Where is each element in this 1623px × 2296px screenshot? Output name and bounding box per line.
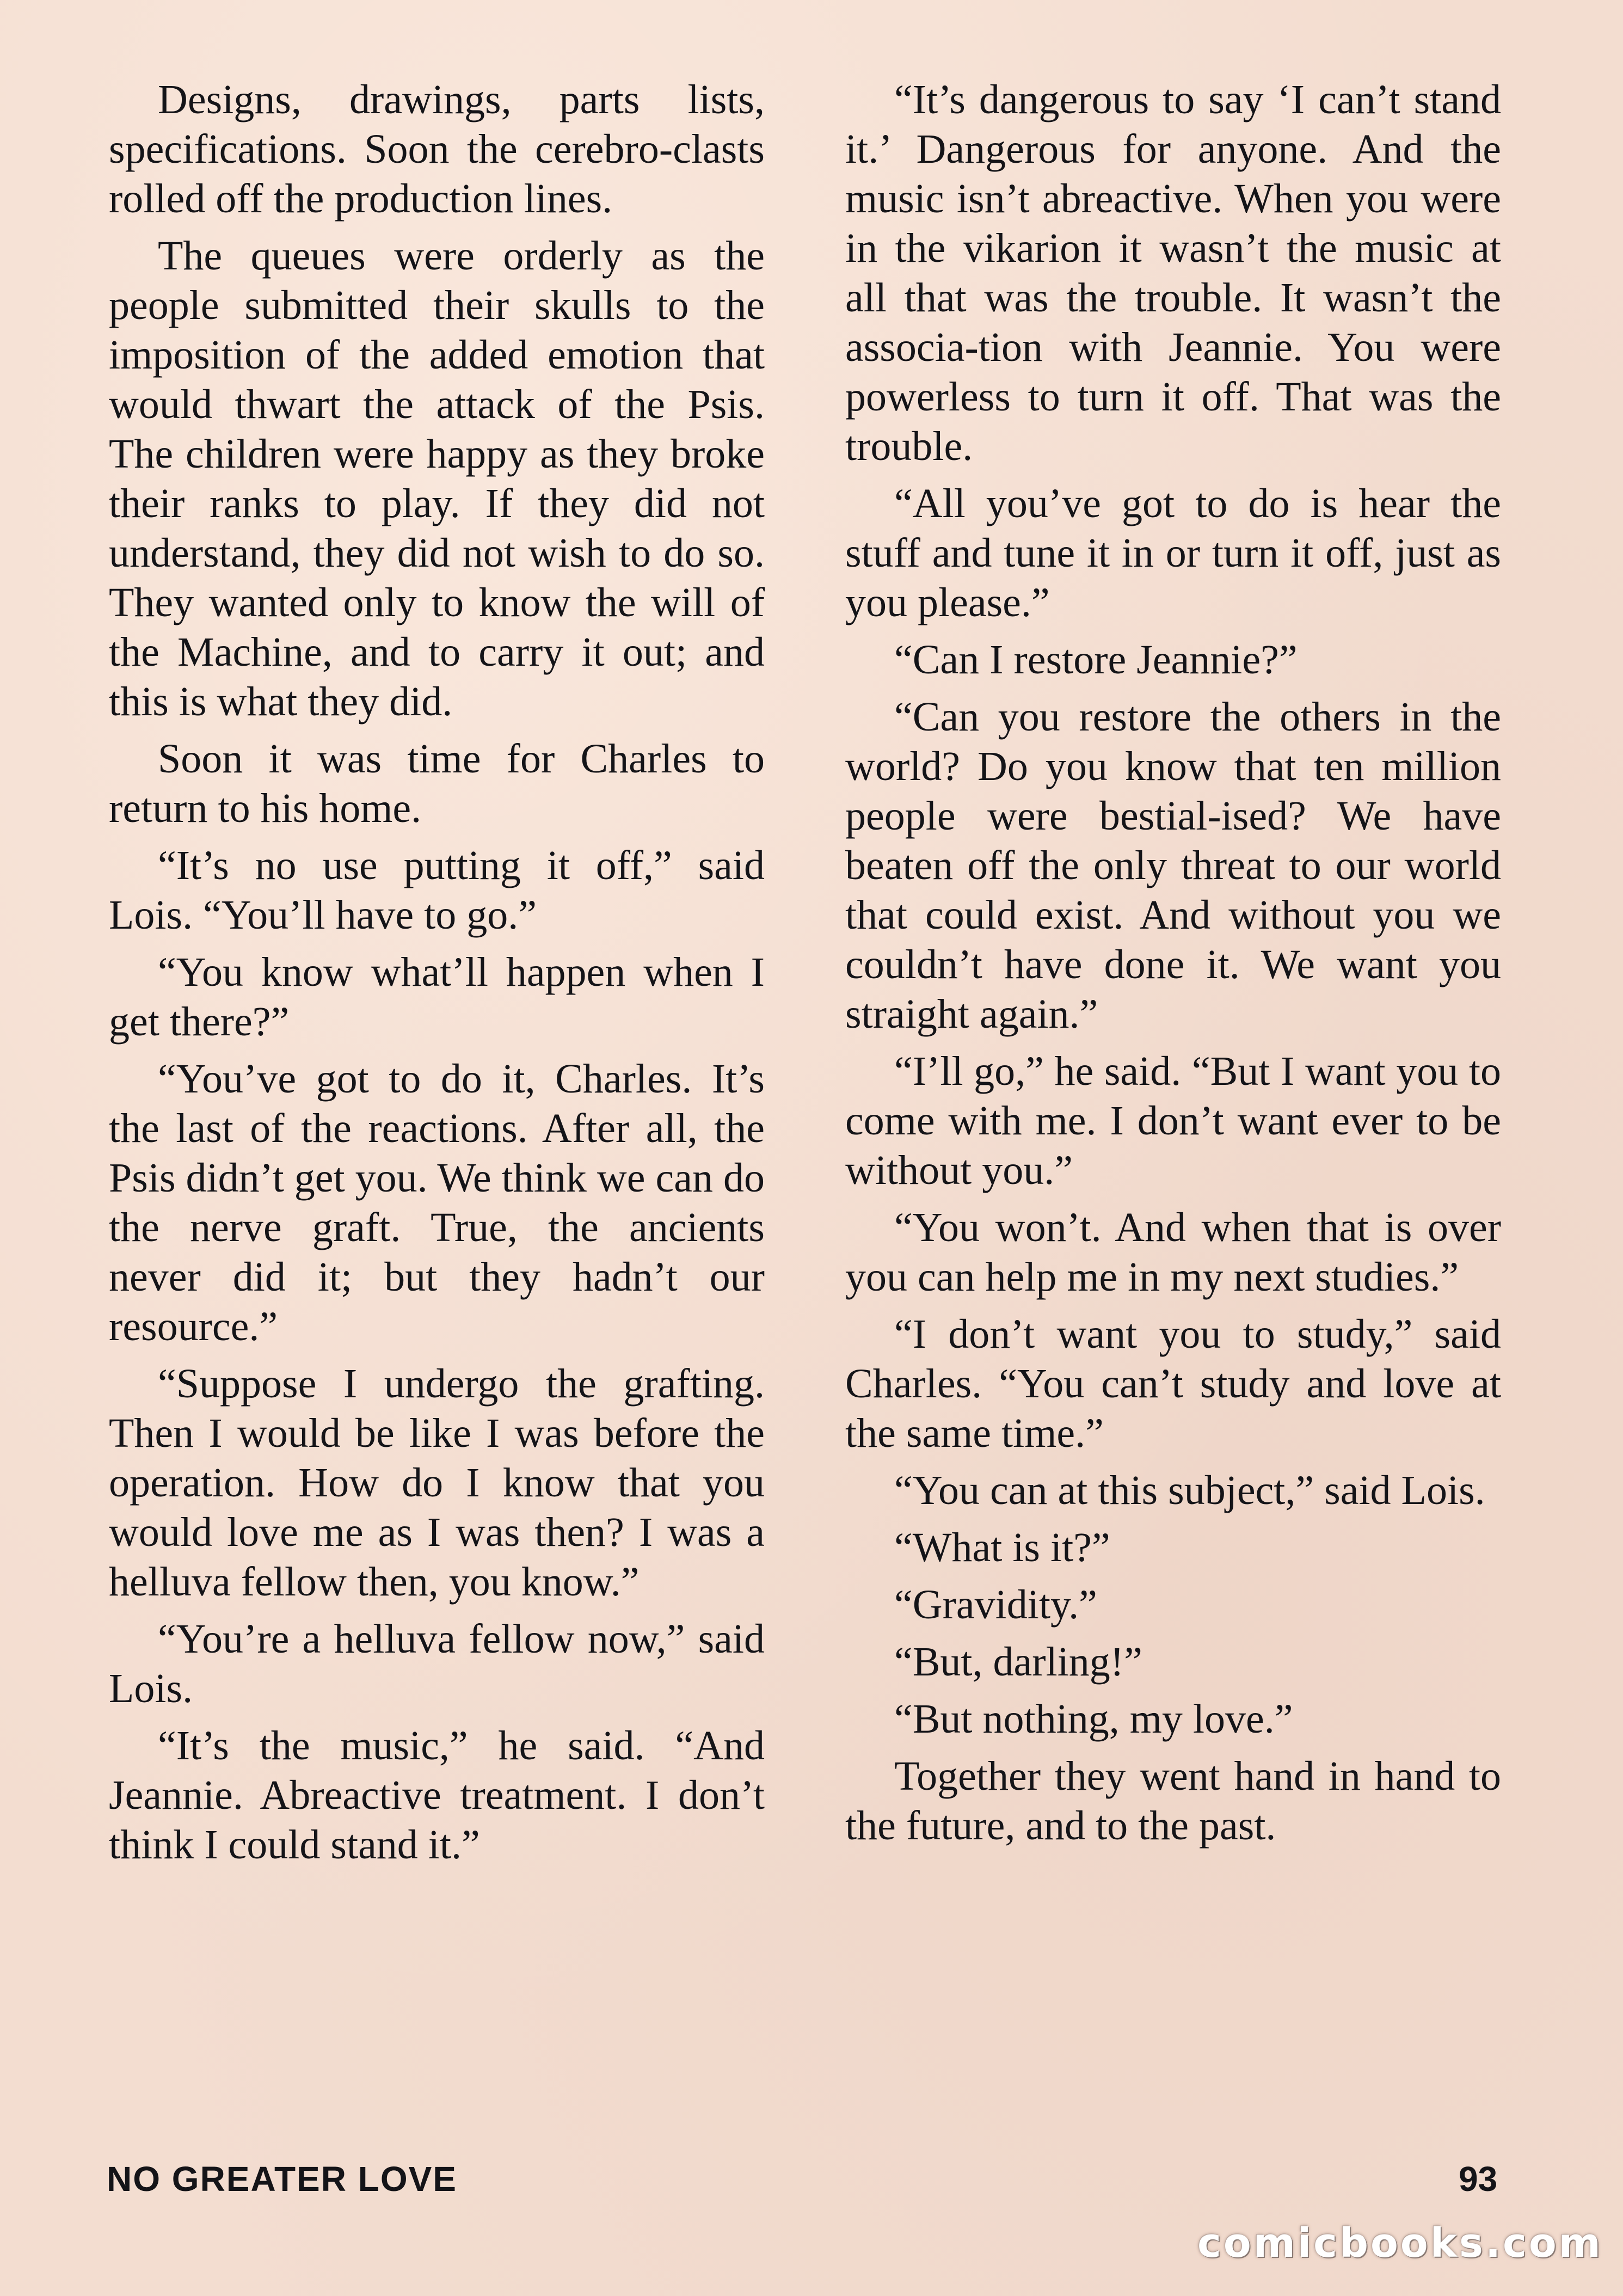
right-text-column [845,75,1501,1858]
paragraph: “It’s dangerous to say ‘I can’t stand it.’ Dangerous for anyone. And the music isn’t abreactive. When you were in the vikarion it wasn’t the music at all that was the trouble. It wasn’t the associa-tion with Jeannie. You were powerless to turn it off. That was the trouble. [845,77,1501,469]
paragraph: “You can at this subject,” said Lois. [894,1468,1485,1513]
paragraph: Soon it was time for Charles to return to his home. [109,736,765,831]
paragraph: Together they went hand in hand to the future, and to the past. [845,1753,1501,1849]
paragraph: Designs, drawings, parts lists, specifications. Soon the cerebro-clasts rolled off the production lines. [109,77,765,222]
page-number: 93 [1459,2159,1498,2199]
paragraph: “You know what’ll happen when I get there?” [109,949,765,1045]
left-text-column [109,75,765,1877]
paragraph: The queues were orderly as the people submitted their skulls to the imposition of the added emotion that would thwart the attack of the Psis. The children were happy as they broke their ranks to play. If they did not understand, they did not wish to do so. They wanted only to know the will of the Machine, and to carry it out; and this is what they did. [109,233,765,725]
paragraph: “Can I restore Jeannie?” [894,637,1298,683]
paragraph: “What is it?” [894,1525,1110,1570]
paragraph: “Can you restore the others in the world? Do you know that ten million people were bestial-ised? We have beaten off the only threat to our world that could exist. And without you we couldn’t have done it. We want you straight again.” [845,694,1501,1037]
paragraph: “All you’ve got to do is hear the stuff and tune it in or turn it off, just as you please.” [845,481,1501,625]
paragraph: “You’ve got to do it, Charles. It’s the last of the reactions. After all, the Psis didn’t get you. We think we can do the nerve graft. True, the ancients never did it; but they hadn’t our resource.” [109,1056,765,1349]
watermark: comicbooks.com [1197,2220,1603,2267]
paragraph: “It’s the music,” he said. “And Jeannie. Abreactive treatment. I don’t think I could stand it.” [109,1723,765,1868]
paragraph: “But, darling!” [894,1639,1142,1685]
paragraph: “I don’t want you to study,” said Charles. “You can’t study and love at the same time.” [845,1311,1501,1456]
paragraph: “You’re a helluva fellow now,” said Lois. [109,1616,765,1711]
paragraph: “I’ll go,” he said. “But I want you to come with me. I don’t want ever to be without you.” [845,1048,1501,1193]
paragraph: “You won’t. And when that is over you can help me in my next studies.” [845,1205,1501,1300]
paragraph: “Gravidity.” [894,1582,1097,1628]
paragraph: “Suppose I undergo the grafting. Then I would be like I was before the operation. How do I know that you would love me as I was then? I was a helluva fellow then, you know.” [109,1361,765,1605]
paragraph: “But nothing, my love.” [894,1696,1293,1742]
running-footer-title: NO GREATER LOVE [107,2159,457,2199]
paragraph: “It’s no use putting it off,” said Lois. “You’ll have to go.” [109,843,765,938]
